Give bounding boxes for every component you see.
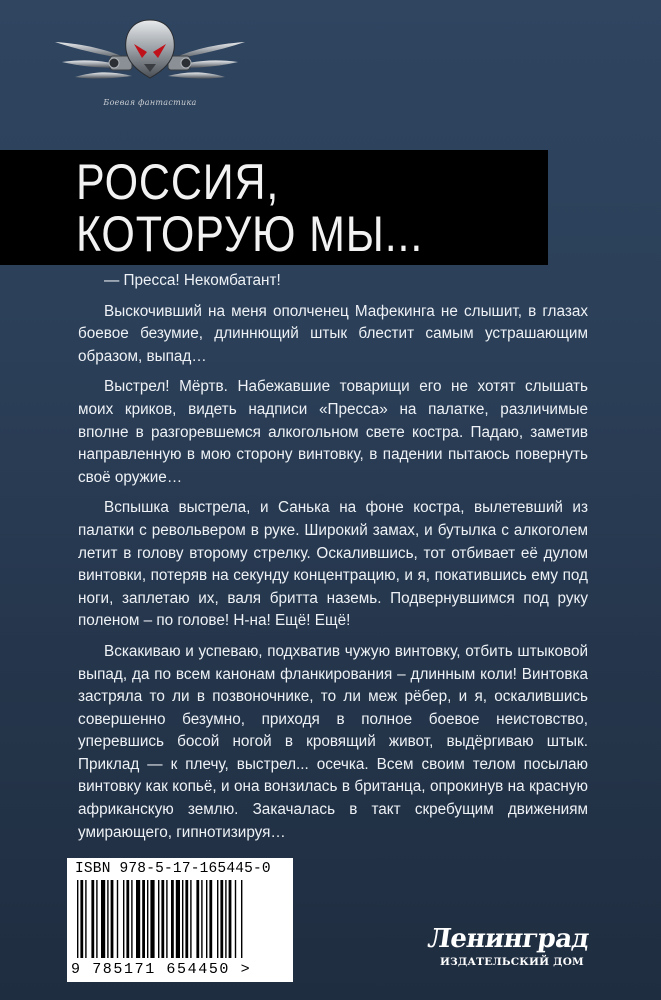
series-caption: Боевая фантастика — [103, 98, 197, 107]
barcode-bar — [131, 880, 132, 958]
barcode-bar — [206, 880, 207, 958]
barcode-bar — [241, 880, 242, 958]
barcode-bar — [142, 880, 145, 958]
barcode-bar — [85, 880, 86, 958]
book-title-line-1: РОССИЯ, — [76, 154, 280, 210]
excerpt-paragraph: Выстрел! Мёртв. Набежавшие товарищи его не хотят слышать моих криков, видеть надписи «Пресса» на палатке, различимые вполне в разгоревшемся алкогольном свете костра. Падаю, заметив направленную в мою сторону винтовку, в падении пытаюсь повернуть своё оружие… — [78, 378, 588, 486]
barcode-digits: 9 785171 654450 > — [71, 961, 252, 978]
barcode-bar — [126, 880, 129, 958]
publisher-subtitle: ИЗДАТЕЛЬСКИЙ ДОМ — [440, 956, 584, 968]
book-title-line-2: КОТОРУЮ МЫ... — [76, 206, 424, 262]
barcode-bar — [111, 880, 114, 958]
barcode-bar — [182, 880, 183, 958]
excerpt-paragraph: Вскакиваю и успеваю, подхватив чужую винтовку, отбить штыковой выпад, да по всем канонам фланкирования – длинным коли! Винтовка застряла то ли в позвоночнике, то ли меж рёбер, и я, оскалившись совершенно безумно, приходя в полное боевое неистовство, уперевшись босой ногой в кровящий живот, выдёргиваю штык. Приклад — к плечу, выстрел... осечка. Всем своим телом посылаю винтовку как копьё, и она вонзилась в британца, опрокинув на красную африканскую землю. Закачалась в такт скребущим движениям умирающего, гипнотизируя… — [78, 642, 588, 841]
series-emblem — [50, 12, 250, 116]
barcode-bar — [147, 880, 148, 958]
barcode-bar — [166, 880, 167, 958]
barcode-bar — [190, 880, 191, 958]
barcode-bar — [235, 880, 236, 958]
barcode-bar — [150, 880, 154, 958]
barcode-bar — [171, 880, 174, 958]
barcode-bar — [96, 880, 97, 958]
isbn-label: ISBN 978-5-17-165445-0 — [75, 861, 271, 877]
excerpt-paragraph: Выскочивший на меня ополченец Мафекинга не слышит, в глазах боевое безумие, длиннющий штык блестит самым устрашающим образом, выпад… — [78, 302, 588, 365]
barcode-bar — [80, 880, 83, 958]
publisher-name: Ленинград — [425, 924, 591, 954]
barcode-bar — [91, 880, 94, 958]
barcode-bar — [123, 880, 124, 958]
barcode-bar — [209, 880, 212, 958]
barcode-bar — [161, 880, 164, 958]
excerpt-paragraph: — Пресса! Некомбатант! — [104, 272, 281, 289]
excerpt-text — [78, 270, 588, 852]
barcode-bar — [158, 880, 159, 958]
barcode-bar — [229, 880, 232, 958]
barcode-bar — [225, 880, 226, 958]
barcode-bar — [220, 880, 223, 958]
barcode-bar — [77, 880, 78, 958]
excerpt-paragraph: Вспышка выстрела, и Санька на фоне костра, вылетевший из палатки с револьвером в руке. Широкий замах, и бутылка с алкоголем летит в голову второму стрелку. Оскалившись, тот отбивает её дулом винтовки, потеряв на секунду концентрацию, и я, покатившись ему под ноги, заплетаю их, валя бритта наземь. Подвернувшимся под руку поленом – по голове! Н-на! Ещё! Ещё! — [78, 499, 588, 630]
barcode-bar — [185, 880, 188, 958]
barcode-bar — [136, 880, 140, 958]
barcode-bar — [176, 880, 180, 958]
barcode-bar — [217, 880, 218, 958]
barcode-bar — [201, 880, 202, 958]
winged-skull-emblem-icon — [50, 12, 250, 102]
isbn-barcode — [67, 858, 293, 982]
barcode-bar — [101, 880, 105, 958]
barcode-bar — [196, 880, 199, 958]
barcode-bar — [117, 880, 118, 958]
barcode-bars — [73, 880, 287, 960]
publisher-logo — [418, 918, 591, 982]
barcode-bar — [107, 880, 108, 958]
